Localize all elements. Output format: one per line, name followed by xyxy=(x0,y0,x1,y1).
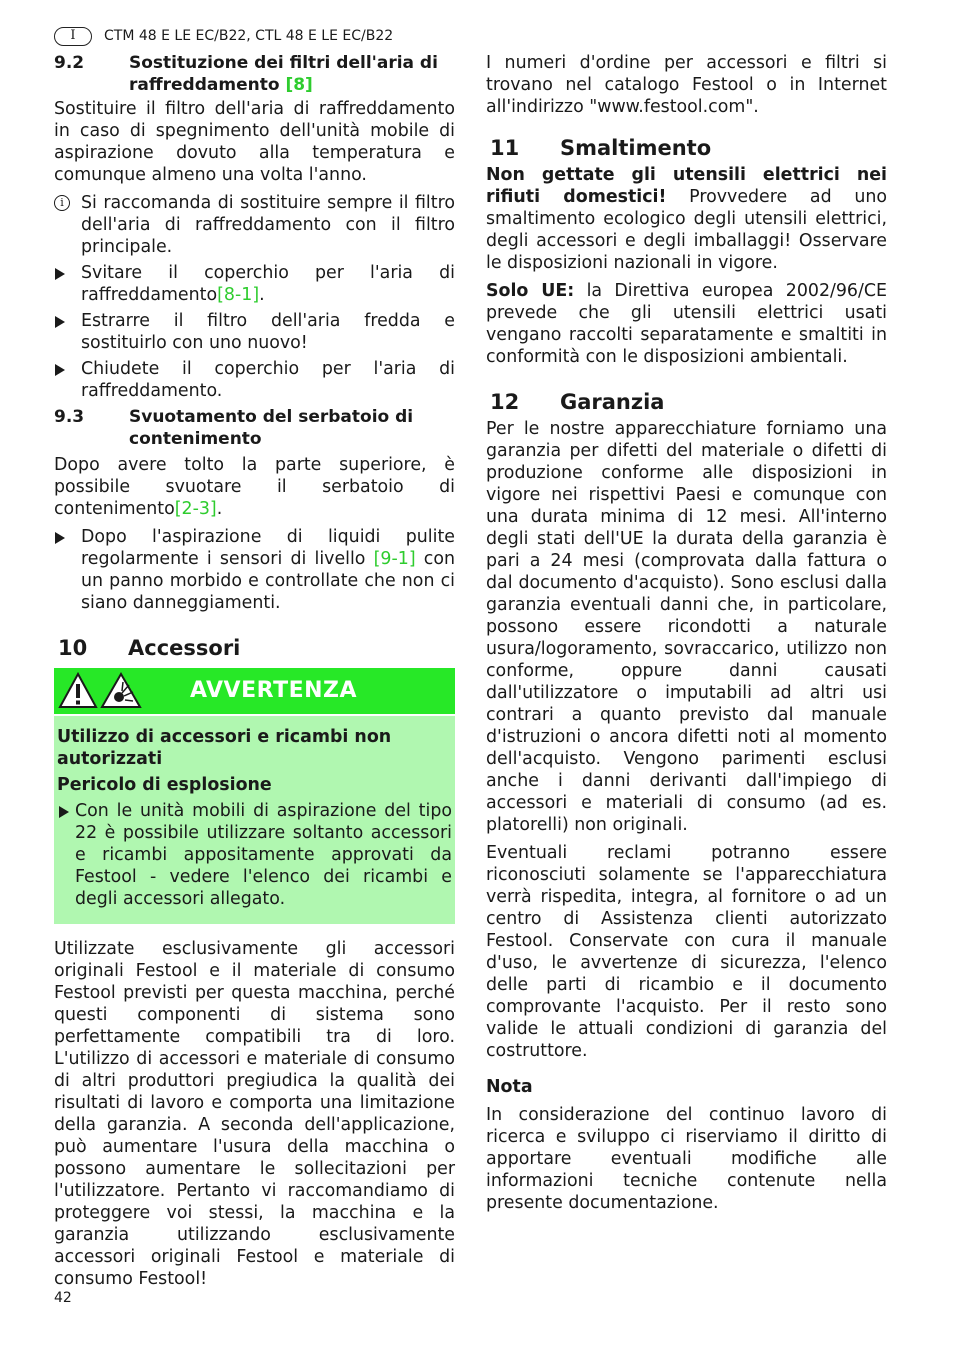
explosion-hazard-icon xyxy=(100,672,142,710)
triangle-bullet-icon xyxy=(59,806,69,818)
paragraph: Eventuali reclami potranno essere riconosciuti solamente se l'apparecchiatura verrà rispedita, integra, al fornitore o ad un centro di Assistenza clienti autorizzato Festool. Conservate con cura il manuale d'uso, le avvertenze di sicurezza, l'elenco delle parti di ricambio e il documento comprovante l'acquisto. Per il resto sono valide le attuali condizioni di garanzia del costruttore. xyxy=(486,843,887,1061)
section-number: 11 xyxy=(490,136,520,160)
warning-banner xyxy=(54,668,455,714)
step-item: Estrarre il filtro dell'aria fredda e sostituirlo con uno nuovo! xyxy=(54,310,455,354)
danger-text: Pericolo di esplosione xyxy=(57,775,272,795)
triangle-bullet-icon xyxy=(55,364,65,376)
step-item: Svitare il coperchio per l'aria di raffreddamento[8-1]. xyxy=(54,262,455,306)
left-column xyxy=(54,52,455,1296)
paragraph: Dopo avere tolto la parte superiore, è possibile svuotare il serbatoio di contenimento[2-3]. xyxy=(54,455,455,519)
figure-ref: [8] xyxy=(285,75,313,95)
paragraph: I numeri d'ordine per accessori e filtri si trovano nel catalogo Festool o in Internet all'indirizzo "www.festool.com". xyxy=(486,53,887,117)
paragraph: Per le nostre apparecchiature forniamo una garanzia per difetti del materiale o difetti di produzione conforme alle disposizioni in vigore nei rispettivi Paesi e comunque con una durata minima di 12 mesi. All'interno degli stati dell'UE la durata della garanzia è pari a 24 mesi (comprovata dalla fattura o dal documento d'acquisto). Sono esclusi dalla garanzia eventuali danni che, in particolare, possono essere ricondotti a naturale usura/logoramento, sovraccarico, utilizzo non conforme, oppure danni causati dall'utilizzatore o imputabili ad altri usi contrari a quanto previsto dal manuale d'istruzioni o ancora difetti noti al momento dell'acquisto. Vengono parimenti esclusi anche i danni derivanti dall'impiego di accessori e materiali di consumo (ad es. platorelli) non originali. xyxy=(486,419,887,835)
warning-label: AVVERTENZA xyxy=(190,678,357,703)
section-title: Garanzia xyxy=(560,390,665,414)
figure-ref: [2-3] xyxy=(174,499,217,519)
info-icon: i xyxy=(54,195,70,211)
section-title: Sostituzione dei filtri dell'aria di raffreddamento [8] xyxy=(129,53,438,95)
warning-subtitle: Utilizzo di accessori e ricambi non autorizzati xyxy=(57,727,392,769)
paragraph: Sostituire il filtro dell'aria di raffreddamento in caso di spegnimento dell'unità mobile di aspirazione dovuto alla temperatura e comunque almeno una volta l'anno. xyxy=(54,99,455,185)
info-text: Si raccomanda di sostituire sempre il filtro dell'aria di raffreddamento con il filtro principale. xyxy=(81,193,455,257)
section-title: Accessori xyxy=(128,636,241,660)
page-header xyxy=(54,25,393,47)
triangle-bullet-icon xyxy=(55,316,65,328)
right-column xyxy=(486,52,887,1220)
triangle-bullet-icon xyxy=(55,268,65,280)
section-title: Svuotamento del serbatoio di contenimento xyxy=(129,407,414,449)
section-9-3-heading xyxy=(54,406,455,450)
section-12-heading xyxy=(486,388,887,416)
section-9-2-heading xyxy=(54,52,455,96)
paragraph: Solo UE: la Direttiva europea 2002/96/CE prevede che gli utensili elettrici usati vengano raccolti separatamente e smaltiti in conformità con le disposizioni ambientali. xyxy=(486,281,887,367)
note-text: In considerazione del continuo lavoro di ricerca e sviluppo ci riserviamo il diritto di apportare eventuali modifiche alle informazioni tecniche contenute nella presente documentazione. xyxy=(486,1105,887,1213)
section-number: 9.2 xyxy=(54,53,85,73)
model-title: CTM 48 E LE EC/B22, CTL 48 E LE EC/B22 xyxy=(104,28,394,44)
section-10-heading xyxy=(54,634,455,662)
figure-ref: [8-1] xyxy=(217,285,260,305)
warning-triangle-icon xyxy=(58,672,98,710)
section-number: 10 xyxy=(58,636,88,660)
triangle-bullet-icon xyxy=(55,532,65,544)
warning-body xyxy=(54,716,455,924)
warning-item: Con le unità mobili di aspirazione del tipo 22 è possibile utilizzare soltanto accessori e ricambi appositamente approvati da Festool - vedere l'elenco dei ricambi e degli accessori allegato. xyxy=(57,800,452,910)
page-number: 42 xyxy=(54,1290,72,1306)
note-title: Nota xyxy=(486,1077,533,1097)
section-number: 12 xyxy=(490,390,520,414)
step-item: Chiudete il coperchio per l'aria di raffreddamento. xyxy=(54,358,455,402)
section-title: Smaltimento xyxy=(560,136,712,160)
section-number: 9.3 xyxy=(54,407,85,427)
paragraph: Non gettate gli utensili elettrici nei rifiuti domestici! Provvedere ad uno smaltimento ecologico degli utensili elettrici, degli accessori e degli imballaggi! Osservare le disposizioni nazionali in vigore. xyxy=(486,165,887,273)
figure-ref: [9-1] xyxy=(373,549,416,569)
language-badge: I xyxy=(54,27,92,46)
paragraph: Utilizzate esclusivamente gli accessori originali Festool e il materiale di consumo Festool previsti per questa macchina, perché questi componenti di sistema sono perfettamente compatibili tra di loro. L'utilizzo di accessori e materiale di consumo di altri produttori pregiudica la qualità dei risultati di lavoro e comporta una limitazione della garanzia. A seconda dell'applicazione, può aumentare l'usura della macchina o possono aumentare le sollecitazioni per l'utilizzatore. Pertanto vi raccomandiamo di proteggere voi stessi, la macchina e la garanzia utilizzando esclusivamente accessori originali Festool e materiale di consumo Festool! xyxy=(54,939,455,1289)
step-item: Dopo l'aspirazione di liquidi pulite regolarmente i sensori di livello [9-1] con un panno morbido e controllate che non ci siano danneggiamenti. xyxy=(54,526,455,614)
section-11-heading xyxy=(486,134,887,162)
info-note xyxy=(54,192,455,258)
